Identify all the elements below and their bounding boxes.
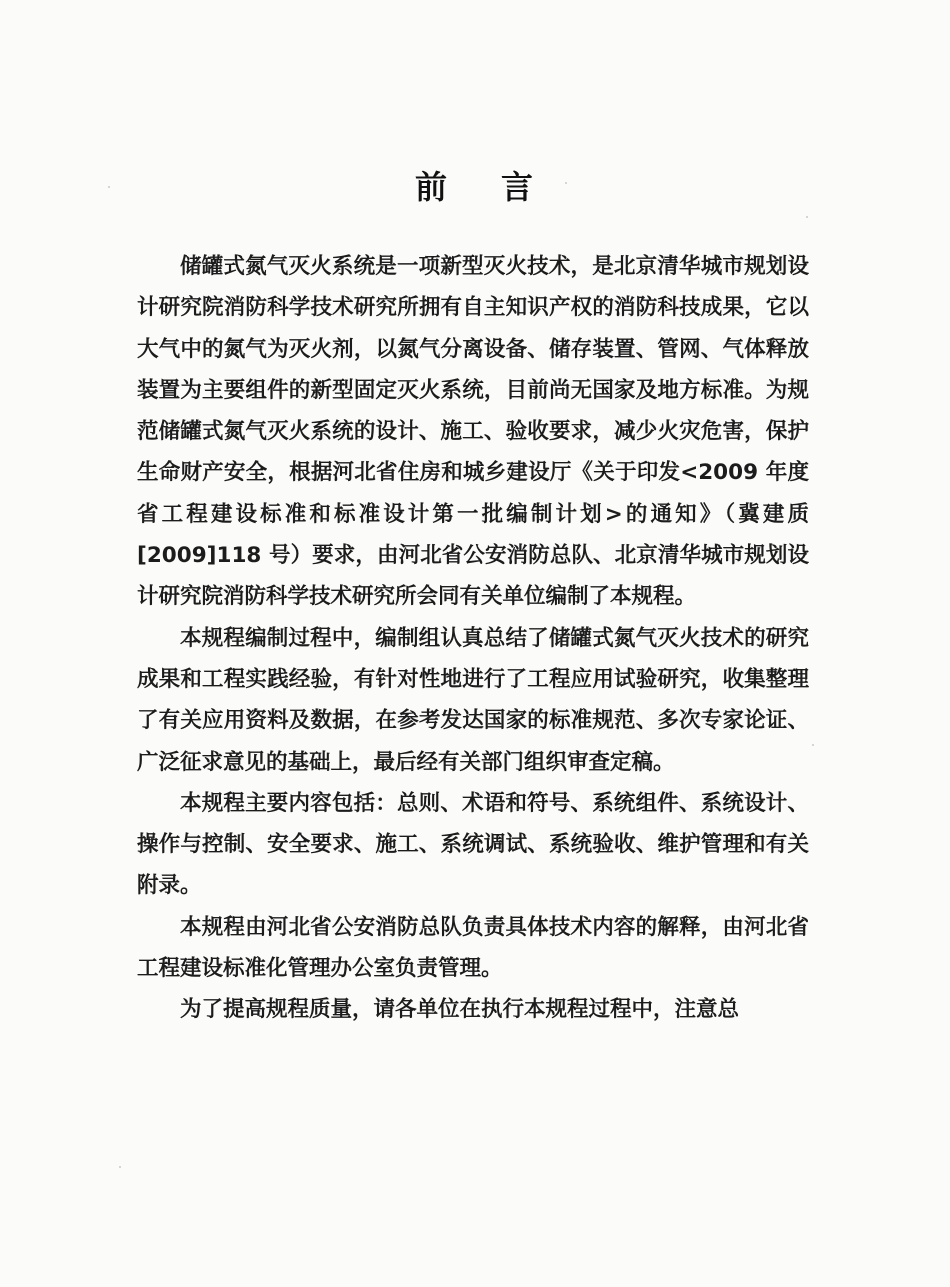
scan-speck: [108, 186, 110, 188]
paragraph-3: 本规程主要内容包括：总则、术语和符号、系统组件、系统设计、操作与控制、安全要求、施工、系统调试、系统验收、维护管理和有关附录。: [137, 790, 809, 899]
scan-speck: [806, 216, 808, 218]
title-char-2: 言: [501, 168, 536, 206]
preface-body: [137, 246, 809, 1031]
paragraph-1: 储罐式氮气灭火系统是一项新型灭火技术，是北京清华城市规划设计研究院消防科学技术研究所拥有自主知识产权的消防科技成果，它以大气中的氮气为灭火剂，以氮气分离设备、储存装置、管网、气体释放装置为主要组件的新型固定灭火系统，目前尚无国家及地方标准。为规范储罐式氮气灭火系统的设计、施工、验收要求，减少火灾危害，保护生命财产安全，根据河北省住房和城乡建设厅《关于印发<2009 年度省工程建设标准和标准设计第一批编制计划>的通知》（冀建质[2009]118 号）要求，由河北省公安消防总队、北京清华城市规划设计研究院消防科学技术研究所会同有关单位编制了本规程。: [137, 254, 809, 610]
scan-speck: [565, 182, 567, 184]
scan-speck: [119, 1166, 121, 1168]
paragraph-5: 为了提高规程质量，请各单位在执行本规程过程中，注意总: [180, 997, 740, 1023]
title-char-1: 前: [414, 168, 449, 206]
paragraph-2: 本规程编制过程中，编制组认真总结了储罐式氮气灭火技术的研究成果和工程实践经验，有针对性地进行了工程应用试验研究，收集整理了有关应用资料及数据，在参考发达国家的标准规范、多次专家论证、广泛征求意见的基础上，最后经有关部门组织审查定稿。: [137, 625, 809, 775]
page-title: [0, 162, 950, 208]
paragraph-4: 本规程由河北省公安消防总队负责具体技术内容的解释，由河北省工程建设标准化管理办公室负责管理。: [137, 914, 809, 982]
scan-speck: [812, 744, 814, 746]
